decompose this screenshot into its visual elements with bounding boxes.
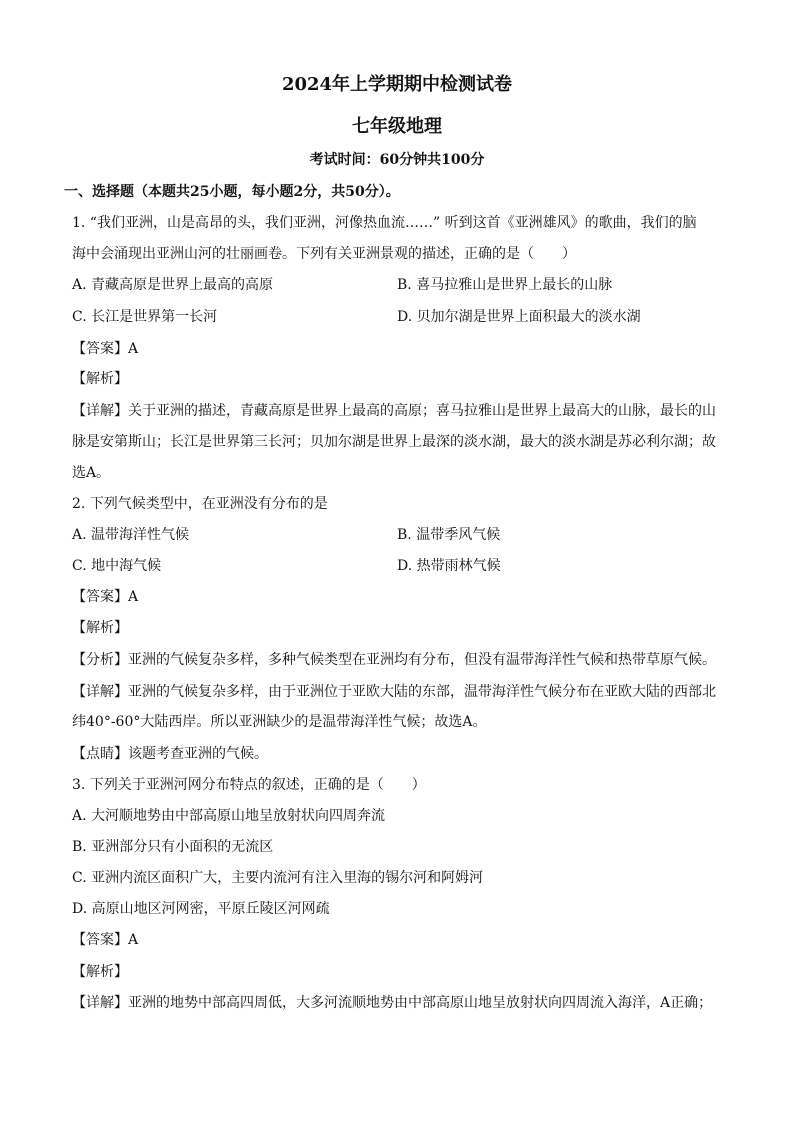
q2-answer: 【答案】A (72, 589, 139, 605)
q2-analysis-label: 【解析】 (72, 620, 128, 636)
q1-option-b: B. 喜马拉雅山是世界上最长的山脉 (397, 277, 613, 293)
q3-option-a: A. 大河顺地势由中部高原山地呈放射状向四周奔流 (72, 808, 386, 824)
q1-detail-line1: 【详解】关于亚洲的描述，青藏高原是世界上最高的高原；喜马拉雅山是世界上最高大的山脉，最长的山 (72, 403, 716, 419)
q2-fenxi: 【分析】亚洲的气候复杂多样，多种气候类型在亚洲均有分布，但没有温带海洋性气候和热带草原气候。 (72, 652, 716, 668)
q1-option-c: C. 长江是世界第一长河 (72, 309, 218, 325)
q1-answer: 【答案】A (72, 341, 139, 357)
exam-title: 2024年上学期期中检测试卷 (281, 74, 513, 95)
q2-stem: 2. 下列气候类型中，在亚洲没有分布的是 (72, 496, 328, 512)
q1-detail-line2: 脉是安第斯山；长江是世界第三长河；贝加尔湖是世界上最深的淡水湖，最大的淡水湖是苏必利尔湖；故 (72, 434, 716, 450)
subject-title: 七年级地理 (352, 116, 442, 137)
q1-analysis-label: 【解析】 (72, 371, 128, 387)
q3-option-d: D. 高原山地区河网密，平原丘陵区河网疏 (72, 901, 330, 917)
q3-option-c: C. 亚洲内流区面积广大，主要内流河有注入里海的锡尔河和阿姆河 (72, 870, 484, 886)
q2-detail-line1: 【详解】亚洲的气候复杂多样，由于亚洲位于亚欧大陆的东部，温带海洋性气候分布在亚欧大陆的西部北 (72, 684, 716, 700)
q2-option-d: D. 热带雨林气候 (397, 558, 501, 574)
q1-stem-line1: 1. “我们亚洲，山是高昂的头，我们亚洲，河像热血流……” 听到这首《亚洲雄风》的歌曲，我们的脑 (72, 215, 697, 231)
q1-stem-line2: 海中会涌现出亚洲山河的壮丽画卷。下列有关亚洲景观的描述，正确的是（ ） (72, 246, 576, 262)
exam-info: 考试时间：60分钟共100分 (309, 152, 485, 168)
q2-detail-line2: 纬40°-60°大陆西岸。所以亚洲缺少的是温带海洋性气候；故选A。 (72, 714, 487, 730)
q3-answer: 【答案】A (72, 932, 139, 948)
section-heading: 一、选择题（本题共25小题，每小题2分，共50分）。 (64, 184, 400, 200)
q3-option-b: B. 亚洲部分只有小面积的无流区 (72, 839, 274, 855)
q3-detail-line1: 【详解】亚洲的地势中部高四周低，大多河流顺地势由中部高原山地呈放射状向四周流入海洋，A正确； (72, 995, 713, 1011)
q3-analysis-label: 【解析】 (72, 964, 128, 980)
q2-option-a: A. 温带海洋性气候 (72, 527, 190, 543)
q3-stem: 3. 下列关于亚洲河网分布特点的叙述，正确的是（ ） (72, 777, 426, 793)
q1-option-d: D. 贝加尔湖是世界上面积最大的淡水湖 (397, 309, 641, 325)
q1-detail-line3: 选A。 (72, 465, 111, 481)
q2-option-b: B. 温带季风气候 (397, 527, 501, 543)
q2-option-c: C. 地中海气候 (72, 558, 162, 574)
q1-option-a: A. 青藏高原是世界上最高的高原 (72, 277, 274, 293)
q2-dianjing: 【点睛】该题考查亚洲的气候。 (72, 746, 268, 762)
